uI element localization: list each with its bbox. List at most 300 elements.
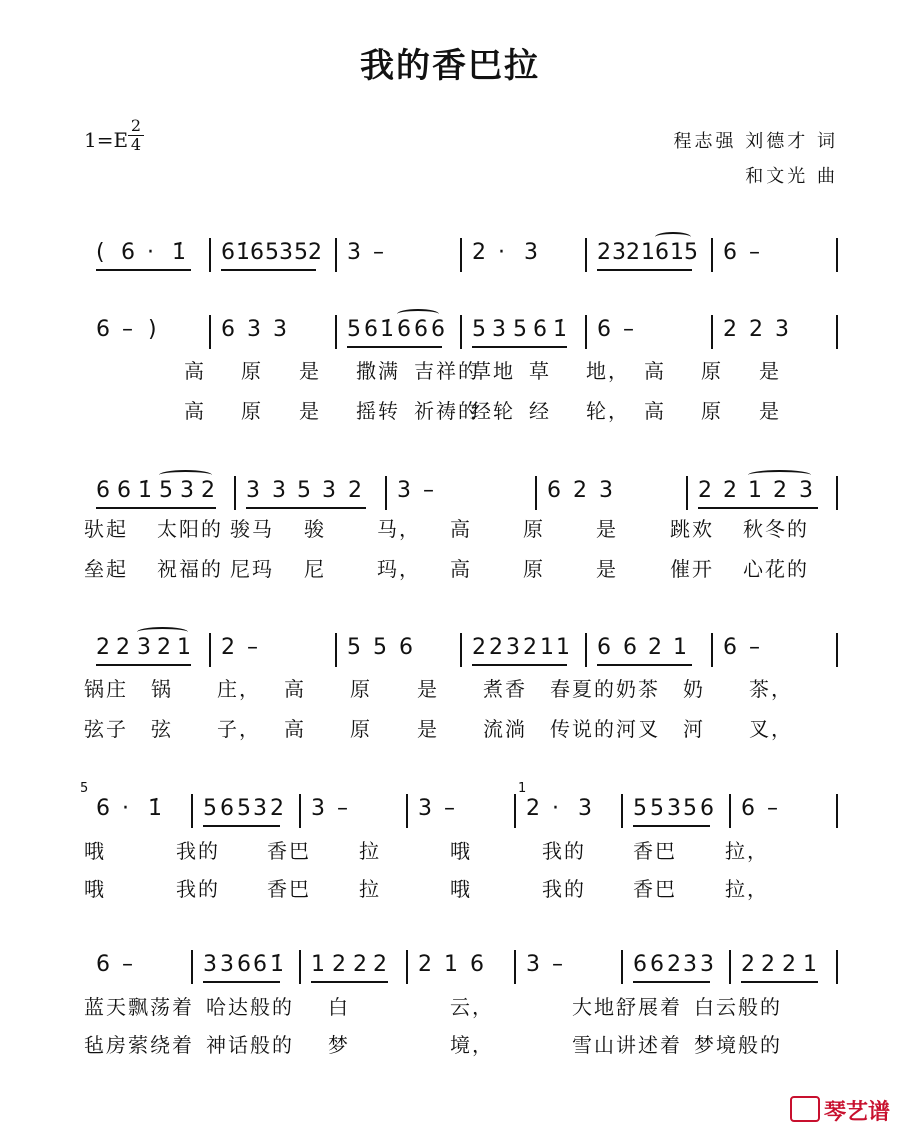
- beam-line: [96, 269, 191, 271]
- lyric-word: 经: [529, 399, 551, 423]
- note: 6: [414, 317, 428, 342]
- barline: [191, 950, 193, 984]
- barline: [836, 238, 838, 272]
- lyric-word: 原: [523, 557, 545, 581]
- lyric-word: 原: [701, 399, 723, 423]
- note: 3: [272, 478, 286, 503]
- note: 2: [773, 478, 787, 503]
- barline: [335, 633, 337, 667]
- note: 6: [399, 635, 413, 660]
- watermark-logo: [790, 1095, 890, 1126]
- note: 1: [177, 635, 191, 660]
- lyric-word: 春夏的: [550, 677, 616, 701]
- beam-line: [597, 269, 692, 271]
- slur-mark: [159, 470, 212, 480]
- note: 1: [673, 635, 687, 660]
- note: 5: [373, 635, 387, 660]
- grace-note: 1: [518, 781, 527, 796]
- lyric-word: 吉祥的: [414, 359, 480, 383]
- note: 3: [203, 952, 217, 977]
- note: 5: [684, 240, 698, 265]
- note: 1̇: [270, 952, 284, 977]
- note: (: [96, 240, 105, 265]
- note: 5: [203, 796, 217, 821]
- note: 6: [431, 317, 445, 342]
- grace-note: 5: [80, 781, 89, 796]
- lyric-word: 香巴: [267, 839, 311, 863]
- lyric-word: 马，: [377, 517, 421, 541]
- note: 2: [308, 240, 322, 265]
- score-line: [0, 950, 900, 980]
- note: –: [337, 796, 348, 821]
- note: 6: [655, 240, 669, 265]
- barline: [836, 476, 838, 510]
- note: –: [122, 952, 133, 977]
- barline: [729, 794, 731, 828]
- beam-line: [246, 507, 366, 509]
- lyric-word: 是: [759, 359, 781, 383]
- note: 2: [332, 952, 346, 977]
- lyric-word: 摇转: [356, 399, 400, 423]
- barline: [460, 315, 462, 349]
- note: 5: [633, 796, 647, 821]
- lyric-word: 我的: [542, 877, 586, 901]
- slur-mark: [137, 627, 188, 637]
- lyric-word: 拉，: [725, 877, 769, 901]
- lyric-word: 弦: [151, 717, 173, 741]
- note: –: [749, 635, 760, 660]
- lyric-word: 河叉: [616, 717, 660, 741]
- note: 6: [121, 240, 135, 265]
- lyric-word: 祈祷的: [414, 399, 480, 423]
- note: 3: [180, 478, 194, 503]
- lyric-word: 白: [328, 995, 350, 1019]
- lyric-line: [0, 676, 900, 702]
- barline: [711, 315, 713, 349]
- note: 1: [748, 478, 762, 503]
- note: 6: [96, 796, 110, 821]
- note: –: [247, 635, 258, 660]
- note: 3: [775, 317, 789, 342]
- note: 3: [799, 478, 813, 503]
- note: 2: [723, 317, 737, 342]
- note: 1: [540, 635, 554, 660]
- lyric-word: 子，: [217, 717, 261, 741]
- lyric-word: 是: [759, 399, 781, 423]
- barline: [711, 238, 713, 272]
- barline: [686, 476, 688, 510]
- lyric-line: [0, 838, 900, 864]
- note: 3: [137, 635, 151, 660]
- note: 2: [782, 952, 796, 977]
- note: 6: [253, 952, 267, 977]
- note: 6: [741, 796, 755, 821]
- lyric-word: 撒满: [356, 359, 400, 383]
- note: ·: [122, 796, 129, 821]
- beam-line: [96, 664, 191, 666]
- note: 6: [221, 240, 235, 265]
- note: 2: [723, 478, 737, 503]
- score-line: [0, 238, 900, 268]
- note: 2: [116, 635, 130, 660]
- lyric-word: 我的: [176, 877, 220, 901]
- lyric-word: 香巴: [633, 877, 677, 901]
- note: 2: [418, 952, 432, 977]
- barline: [836, 950, 838, 984]
- barline: [535, 476, 537, 510]
- lyric-word: 是: [299, 399, 321, 423]
- time-signature-top: 2: [130, 116, 142, 135]
- barline: [191, 794, 193, 828]
- note: –: [552, 952, 563, 977]
- note: 6: [96, 952, 110, 977]
- note: 6: [597, 317, 611, 342]
- lyric-word: 地，: [586, 359, 630, 383]
- note: 3: [418, 796, 432, 821]
- lyric-word: 轮，: [586, 399, 630, 423]
- note: 6: [221, 317, 235, 342]
- note: ·: [552, 796, 559, 821]
- barline: [406, 794, 408, 828]
- note: 3: [397, 478, 411, 503]
- note: –: [122, 317, 133, 342]
- note: 3: [683, 952, 697, 977]
- note: 3: [506, 635, 520, 660]
- time-signature-bottom: 4: [130, 135, 142, 154]
- lyric-word: 原: [701, 359, 723, 383]
- note: –: [623, 317, 634, 342]
- lyric-word: 拉: [359, 877, 381, 901]
- note: 6: [547, 478, 561, 503]
- beam-line: [633, 825, 710, 827]
- note: 2: [472, 635, 486, 660]
- barline: [234, 476, 236, 510]
- note: 2: [597, 240, 611, 265]
- note: 1̇: [553, 317, 567, 342]
- note: 2: [221, 635, 235, 660]
- barline: [585, 315, 587, 349]
- note: –: [767, 796, 778, 821]
- lyric-word: 我的: [542, 839, 586, 863]
- note: 3: [220, 952, 234, 977]
- note: 6: [96, 317, 110, 342]
- note: 2: [96, 635, 110, 660]
- lyricist-credit: 程志强 刘德才 词: [673, 131, 838, 152]
- lyric-word: 奶: [683, 677, 705, 701]
- lyric-word: 心花的: [743, 557, 809, 581]
- lyric-word: 高: [284, 677, 306, 701]
- lyric-word: 原: [523, 517, 545, 541]
- score-line: [0, 315, 900, 345]
- note: 6: [237, 952, 251, 977]
- lyric-word: 驮起: [84, 517, 128, 541]
- lyric-word: 高: [450, 517, 472, 541]
- lyric-word: 祝福的: [157, 557, 223, 581]
- note: ·: [498, 240, 505, 265]
- lyric-line: [0, 1032, 900, 1058]
- lyric-line: [0, 876, 900, 902]
- note: 6: [723, 635, 737, 660]
- lyric-word: 秋冬的: [743, 517, 809, 541]
- beam-line: [203, 981, 280, 983]
- barline: [729, 950, 731, 984]
- beam-line: [472, 664, 567, 666]
- barline: [406, 950, 408, 984]
- lyric-word: 骏: [304, 517, 326, 541]
- lyric-word: 是: [417, 717, 439, 741]
- key-signature: 1=E: [84, 128, 129, 152]
- lyric-word: 哦: [84, 877, 106, 901]
- lyric-word: 原: [350, 717, 372, 741]
- lyric-word: 哦: [84, 839, 106, 863]
- note: 2: [523, 635, 537, 660]
- note: 1: [803, 952, 817, 977]
- note: 3: [253, 796, 267, 821]
- lyric-word: 香巴: [267, 877, 311, 901]
- lyric-word: 奶茶: [616, 677, 660, 701]
- barline: [335, 238, 337, 272]
- note: 2: [761, 952, 775, 977]
- barline: [299, 950, 301, 984]
- note: 3: [492, 317, 506, 342]
- barline: [585, 238, 587, 272]
- barline: [514, 950, 516, 984]
- note: 1: [670, 240, 684, 265]
- beam-line: [698, 507, 818, 509]
- lyric-word: 草地: [471, 359, 515, 383]
- score-title: 我的香巴拉: [360, 46, 540, 86]
- barline: [209, 633, 211, 667]
- lyric-word: 神话般的: [206, 1033, 294, 1057]
- note: 1: [556, 635, 570, 660]
- note: 1̇: [148, 796, 162, 821]
- beam-line: [347, 346, 442, 348]
- note: 1: [444, 952, 458, 977]
- lyric-word: 尼: [304, 557, 326, 581]
- lyric-word: 拉，: [725, 839, 769, 863]
- lyric-word: 拉: [359, 839, 381, 863]
- lyric-word: 煮香: [483, 677, 527, 701]
- note: 6: [220, 796, 234, 821]
- lyric-word: 叉，: [749, 717, 793, 741]
- beam-line: [472, 346, 567, 348]
- lyric-line: [0, 516, 900, 542]
- barline: [335, 315, 337, 349]
- note: 3: [347, 240, 361, 265]
- lyric-word: 高: [284, 717, 306, 741]
- note: 5: [347, 317, 361, 342]
- note: 3: [311, 796, 325, 821]
- note: 3: [322, 478, 336, 503]
- lyric-word: 哦: [450, 839, 472, 863]
- note: 3: [246, 478, 260, 503]
- lyric-word: 茶，: [749, 677, 793, 701]
- lyric-word: 高: [644, 359, 666, 383]
- lyric-word: 云，: [450, 995, 494, 1019]
- note: 5: [683, 796, 697, 821]
- note: 1̇: [138, 478, 152, 503]
- watermark-icon: [790, 1096, 820, 1122]
- lyric-word: 骏马: [230, 517, 274, 541]
- barline: [621, 794, 623, 828]
- lyric-word: 传说的: [550, 717, 616, 741]
- note: 6: [723, 240, 737, 265]
- lyric-line: [0, 716, 900, 742]
- note: 5: [513, 317, 527, 342]
- note: 6: [597, 635, 611, 660]
- lyric-word: 是: [417, 677, 439, 701]
- note: 2: [626, 240, 640, 265]
- lyric-line: [0, 556, 900, 582]
- note: 1̇: [172, 240, 186, 265]
- beam-line: [96, 507, 216, 509]
- note: 2: [353, 952, 367, 977]
- barline: [514, 794, 516, 828]
- lyric-word: 催开: [670, 557, 714, 581]
- barline: [585, 633, 587, 667]
- lyric-word: 哦: [450, 877, 472, 901]
- note: 2: [667, 952, 681, 977]
- lyric-word: 原: [350, 677, 372, 701]
- note: 2: [373, 952, 387, 977]
- lyric-word: 梦境般的: [694, 1033, 782, 1057]
- note: 5: [265, 240, 279, 265]
- note: 6: [650, 952, 664, 977]
- note: –: [373, 240, 384, 265]
- note: 1̇: [236, 240, 250, 265]
- note: 6: [250, 240, 264, 265]
- lyric-line: [0, 398, 900, 424]
- lyric-word: 锅庄: [84, 677, 128, 701]
- note: 5: [472, 317, 486, 342]
- note: 3: [599, 478, 613, 503]
- note: –: [423, 478, 434, 503]
- note: –: [749, 240, 760, 265]
- note: 2: [472, 240, 486, 265]
- note: 6: [633, 952, 647, 977]
- time-signature: [128, 118, 144, 153]
- note: 3: [700, 952, 714, 977]
- lyric-word: 原: [241, 359, 263, 383]
- note: 5: [297, 478, 311, 503]
- note: 2: [201, 478, 215, 503]
- note: 6: [397, 317, 411, 342]
- note: 5: [237, 796, 251, 821]
- note: 3: [273, 317, 287, 342]
- barline: [460, 238, 462, 272]
- lyric-word: 是: [299, 359, 321, 383]
- note: 2: [749, 317, 763, 342]
- lyric-word: 流淌: [483, 717, 527, 741]
- slur-mark: [397, 309, 439, 319]
- composer-credit: 和文光 曲: [745, 166, 838, 187]
- note: 6: [533, 317, 547, 342]
- note: 2: [648, 635, 662, 660]
- note: 3: [247, 317, 261, 342]
- note: 2: [489, 635, 503, 660]
- score-line: [0, 633, 900, 663]
- note: 1̇: [380, 317, 394, 342]
- note: 2: [526, 796, 540, 821]
- score-line: [0, 781, 900, 824]
- note: 2: [348, 478, 362, 503]
- lyric-word: 雪山讲述着: [572, 1033, 682, 1057]
- lyric-word: 我的: [176, 839, 220, 863]
- beam-line: [741, 981, 818, 983]
- lyric-word: 是: [596, 517, 618, 541]
- note: 2: [573, 478, 587, 503]
- lyric-word: 大地舒展着: [572, 995, 682, 1019]
- lyric-word: 高: [184, 359, 206, 383]
- lyric-word: 原: [241, 399, 263, 423]
- lyric-word: 垒起: [84, 557, 128, 581]
- note: 5: [159, 478, 173, 503]
- note: –: [444, 796, 455, 821]
- lyric-word: 经轮: [471, 399, 515, 423]
- note: 6: [117, 478, 131, 503]
- note: 5: [294, 240, 308, 265]
- barline: [711, 633, 713, 667]
- lyric-line: [0, 994, 900, 1020]
- lyric-word: 梦: [328, 1033, 350, 1057]
- lyric-word: 是: [596, 557, 618, 581]
- lyric-word: 草: [529, 359, 551, 383]
- lyric-line: [0, 358, 900, 384]
- note: ·: [147, 240, 154, 265]
- beam-line: [311, 981, 388, 983]
- lyric-word: 境，: [450, 1033, 494, 1057]
- slur-mark: [748, 470, 811, 480]
- beam-line: [633, 981, 710, 983]
- note: 2: [157, 635, 171, 660]
- lyric-word: 锅: [151, 677, 173, 701]
- note: 1: [311, 952, 325, 977]
- slur-mark: [655, 232, 691, 242]
- barline: [836, 315, 838, 349]
- lyric-word: 太阳的: [157, 517, 223, 541]
- barline: [299, 794, 301, 828]
- beam-line: [597, 664, 692, 666]
- lyric-word: 跳欢: [670, 517, 714, 541]
- barline: [209, 315, 211, 349]
- note: 3: [612, 240, 626, 265]
- lyric-word: 弦子: [84, 717, 128, 741]
- lyric-word: 蓝天飘荡着: [84, 995, 194, 1019]
- note: 3: [524, 240, 538, 265]
- note: 3: [526, 952, 540, 977]
- note: 5: [650, 796, 664, 821]
- lyric-word: 哈达般的: [206, 995, 294, 1019]
- watermark-text: 琴艺谱: [824, 1100, 891, 1125]
- note: 2: [270, 796, 284, 821]
- barline: [621, 950, 623, 984]
- note: 2: [741, 952, 755, 977]
- note: 3: [578, 796, 592, 821]
- score-line: [0, 476, 900, 506]
- lyric-word: 高: [644, 399, 666, 423]
- lyric-word: 高: [450, 557, 472, 581]
- note: 3: [667, 796, 681, 821]
- beam-line: [221, 269, 316, 271]
- note: 6: [364, 317, 378, 342]
- note: 3: [279, 240, 293, 265]
- note: 6: [623, 635, 637, 660]
- note: 6: [96, 478, 110, 503]
- note: ): [148, 317, 157, 342]
- note: 6: [700, 796, 714, 821]
- barline: [209, 238, 211, 272]
- note: 1: [641, 240, 655, 265]
